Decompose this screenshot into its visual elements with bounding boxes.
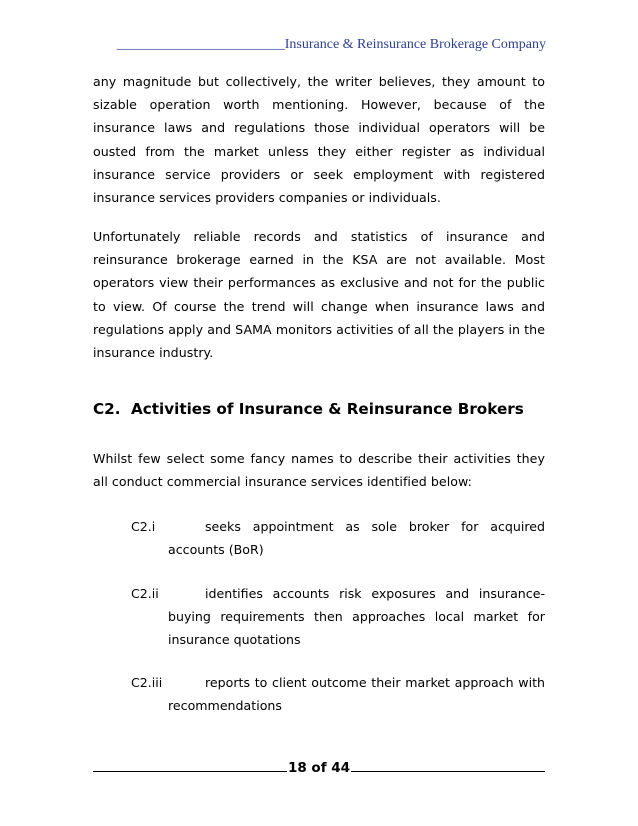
list-item xyxy=(131,515,545,561)
list-item-text: identifies accounts risk exposures and insurance-buying requirements then approaches local market for insurance quotations xyxy=(168,586,545,648)
page-footer xyxy=(93,758,545,776)
section-number: C2. xyxy=(93,400,121,418)
footer-rule-right xyxy=(351,758,545,772)
section-title: Activities of Insurance & Reinsurance Brokers xyxy=(131,400,524,418)
list-item-code: C2.i xyxy=(131,519,156,534)
list-item xyxy=(131,582,545,652)
list-item-code: C2.iii xyxy=(131,675,163,690)
section-heading xyxy=(93,400,545,418)
footer-rule-left xyxy=(93,758,287,772)
list-item-text: reports to client outcome their market approach with recommendations xyxy=(168,675,545,714)
list-item xyxy=(131,671,545,717)
header-title: Insurance & Reinsurance Brokerage Company xyxy=(284,37,546,52)
paragraph-intro: Whilst few select some fancy names to describe their activities they all conduct commercial insurance services identified below: xyxy=(93,451,545,490)
list-item-text: seeks appointment as sole broker for acquired accounts (BoR) xyxy=(168,519,545,558)
paragraph-continuation: any magnitude but collectively, the writer believes, they amount to sizable operation worth mentioning. However, because of the insurance laws and regulations those individual operators will be ousted from the market unless they either register as individual insurance service providers or seek employment with registered insurance services providers companies or individuals. xyxy=(93,74,545,206)
running-header xyxy=(94,37,546,53)
list-item-code: C2.ii xyxy=(131,586,159,601)
page-number: 18 of 44 xyxy=(287,760,351,776)
paragraph-records: Unfortunately reliable records and statistics of insurance and reinsurance brokerage earned in the KSA are not available. Most operators view their performances as exclusive and not for the public to view. Of course the trend will change when insurance laws and regulations apply and SAMA monitors activities of all the players in the insurance industry. xyxy=(93,229,545,361)
header-underline: ________________________ xyxy=(116,37,285,52)
